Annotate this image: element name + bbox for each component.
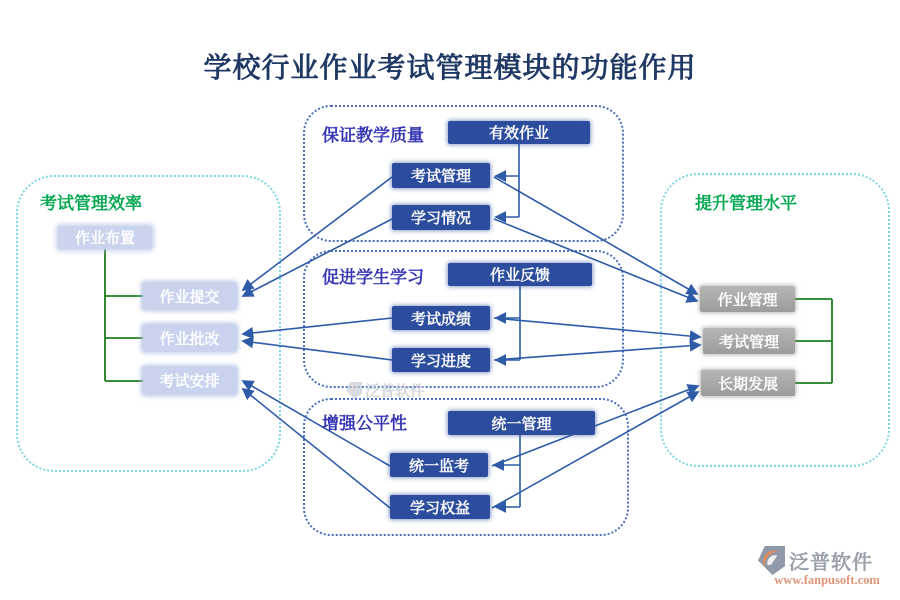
node-homework-correct: 作业批改 (143, 325, 236, 351)
page-title: 学校行业作业考试管理模块的功能作用 (203, 52, 697, 83)
left-panel-title: 考试管理效率 (40, 194, 142, 213)
right-panel (660, 173, 890, 467)
node-effective-homework: 有效作业 (448, 121, 590, 144)
node-homework-assign: 作业布置 (58, 226, 152, 249)
watermark-brand-text: 泛普软件 (789, 552, 873, 574)
fanpu-logo-icon (346, 382, 362, 399)
watermark-faint (346, 380, 425, 401)
node-homework-feedback: 作业反馈 (448, 263, 592, 286)
right-panel-title: 提升管理水平 (695, 194, 797, 213)
left-panel (16, 175, 281, 472)
node-learning-rights: 学习权益 (390, 495, 490, 519)
section-title-learning: 促进学生学习 (322, 268, 424, 287)
node-exam-manage-right: 考试管理 (703, 328, 795, 354)
section-title-quality: 保证教学质量 (322, 126, 424, 145)
watermark-faint-text: 泛普软件 (365, 383, 426, 400)
node-exam-arrange: 考试安排 (143, 367, 236, 394)
watermark-brand (758, 546, 896, 588)
section-title-fairness: 增强公平性 (322, 414, 407, 433)
node-learning-status: 学习情况 (392, 205, 490, 230)
node-exam-manage-mid: 考试管理 (392, 163, 490, 188)
node-longterm-develop: 长期发展 (701, 370, 795, 396)
node-learning-progress: 学习进度 (392, 348, 490, 372)
watermark-url: www.fanpusoft.com (774, 573, 880, 587)
node-unified-invigilate: 统一监考 (390, 453, 488, 477)
node-unified-manage: 统一管理 (448, 411, 595, 435)
node-homework-manage-right: 作业管理 (700, 286, 795, 312)
fanpu-logo-icon (758, 546, 785, 575)
node-homework-submit: 作业提交 (143, 283, 236, 309)
node-exam-score: 考试成绩 (392, 306, 490, 330)
